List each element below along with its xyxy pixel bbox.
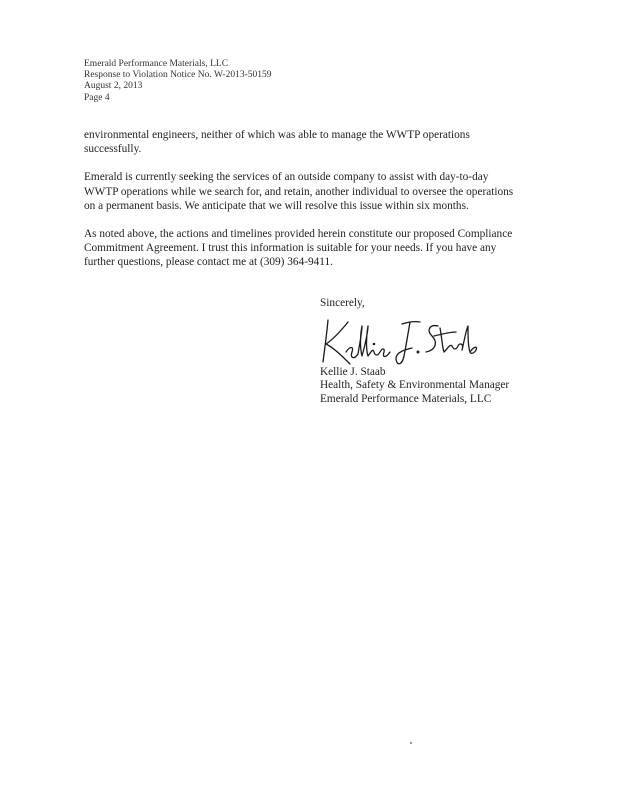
header-date: August 2, 2013 <box>84 81 143 92</box>
letter-body <box>84 128 514 284</box>
body-paragraph-3: As noted above, the actions and timelines provided herein constitute our proposed Compliance Commitment Agreement. I trust this information is suitable for your needs. If you have any further questions, please contact me at (309) 364-9411. <box>84 228 513 269</box>
scan-artifact <box>410 742 412 744</box>
handwritten-signature <box>318 312 488 368</box>
letter-header <box>84 59 271 104</box>
closing-salutation: Sincerely, <box>320 297 365 309</box>
header-subject: Response to Violation Notice No. W-2013-50159 <box>84 70 272 81</box>
header-page-number: Page 4 <box>84 92 110 103</box>
signer-company: Emerald Performance Materials, LLC <box>320 392 492 405</box>
signer-title: Health, Safety & Environmental Manager <box>320 379 510 392</box>
body-paragraph-2: Emerald is currently seeking the services of an outside company to assist with day-to-day WWTP operations while we search for, and retain, another individual to oversee the operations on a permanent basis. We anticipate that we will resolve this issue within six months. <box>84 171 514 212</box>
signer-name: Kellie J. Staab <box>320 366 386 378</box>
header-company: Emerald Performance Materials, LLC <box>84 59 229 69</box>
signature-block <box>320 366 509 406</box>
body-paragraph-1: environmental engineers, neither of which was able to manage the WWTP operations successfully. <box>84 129 470 156</box>
